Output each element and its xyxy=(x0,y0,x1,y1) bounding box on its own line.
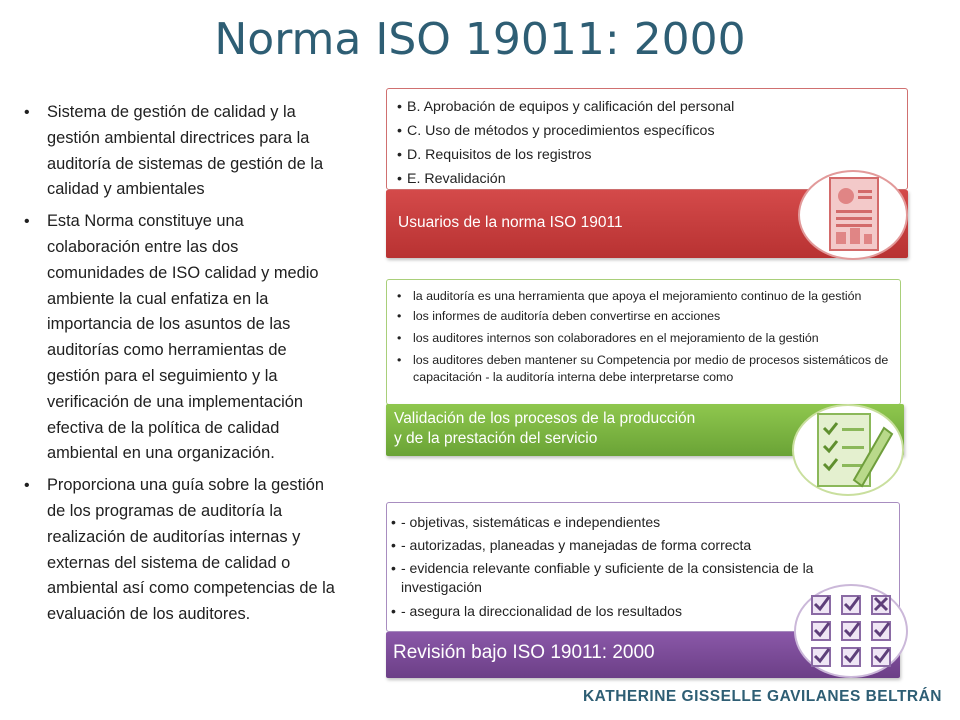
page-title: Norma ISO 19011: 2000 xyxy=(214,14,746,65)
validation-card-title-line1: Validación de los procesos de la producción xyxy=(394,410,696,427)
report-document-icon xyxy=(798,170,908,260)
list-item: • la auditoría es una herramienta que apoya el mejoramiento continuo de la gestión xyxy=(397,288,892,305)
list-item: • B. Aprobación de equipos y calificación del personal xyxy=(397,95,907,119)
list-item: • Sistema de gestión de calidad y la gestión ambiental directrices para la auditoría de sistemas de gestión de la calidad y ambientales xyxy=(20,100,338,203)
main-bullet-list xyxy=(20,100,338,634)
list-item: • - evidencia relevante confiable y suficiente de la consistencia de la investigación xyxy=(391,559,891,597)
list-item: • Proporciona una guía sobre la gestión de los programas de auditoría la realización de auditorías internas y externas del sistema de calidad o ambiental así como competencias de la evaluación de los auditores. xyxy=(20,473,338,628)
list-item: • los informes de auditoría deben convertirse en acciones xyxy=(397,308,892,325)
list-item: • Esta Norma constituye una colaboración entre las dos comunidades de ISO calidad y medio ambiente la cual enfatiza en la importancia de los asuntos de las auditorías como herramientas de gestión para el seguimiento y la verificación de una implementación efectiva de la política de calidad ambiental en una organización. xyxy=(20,209,338,467)
checkbox-grid-icon xyxy=(794,584,908,678)
checklist-pencil-icon xyxy=(792,404,904,496)
list-item: • los auditores deben mantener su Competencia por medio de procesos sistemáticos de capacitación - la auditoría interna debe interpretarse como xyxy=(397,352,892,386)
list-item: • - autorizadas, planeadas y manejadas de forma correcta xyxy=(391,534,891,557)
review-card-title: Revisión bajo ISO 19011: 2000 xyxy=(393,642,655,663)
validation-card-title-line2: y de la prestación del servicio xyxy=(394,430,598,447)
list-item: • los auditores internos son colaboradores en el mejoramiento de la gestión xyxy=(397,330,892,347)
validation-card-list-box xyxy=(386,279,901,405)
users-card-title: Usuarios de la norma ISO 19011 xyxy=(398,214,623,231)
list-item: • - asegura la direccionalidad de los resultados xyxy=(391,600,891,623)
author-footer: KATHERINE GISSELLE GAVILANES BELTRÁN xyxy=(582,688,942,705)
list-item: • - objetivas, sistemáticas e independientes xyxy=(391,511,891,534)
list-item: • D. Requisitos de los registros xyxy=(397,143,907,167)
list-item: • C. Uso de métodos y procedimientos específicos xyxy=(397,119,907,143)
list-item: • E. Revalidación xyxy=(397,167,907,190)
